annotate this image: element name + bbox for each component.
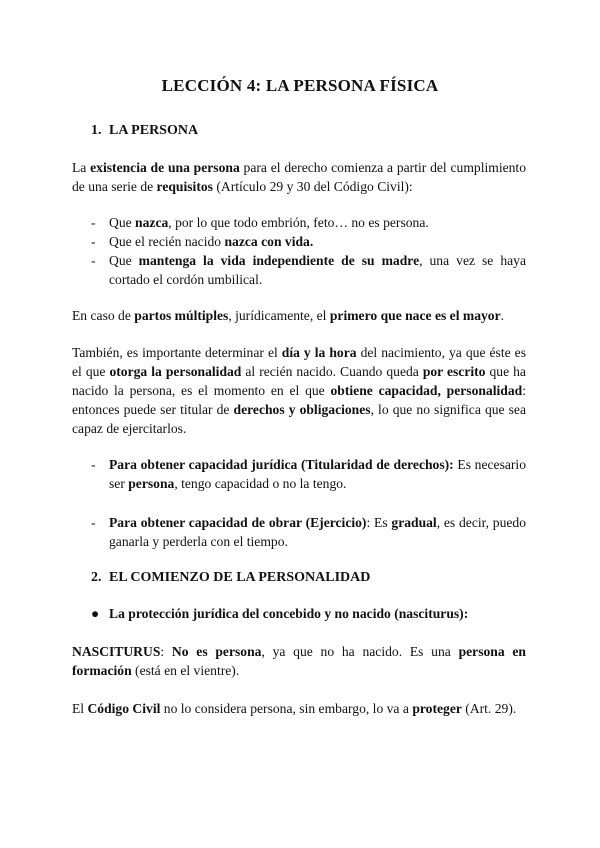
- bold-run: Código Civil: [87, 701, 161, 716]
- bold-run: persona en formación: [72, 644, 526, 678]
- dash-marker: -: [91, 457, 96, 472]
- bold-run: gradual: [391, 515, 437, 530]
- text-run: .: [500, 308, 505, 323]
- section-label: EL COMIENZO DE LA PERSONALIDAD: [109, 570, 371, 585]
- dash-marker: -: [91, 253, 96, 268]
- text-run: : entonces puede ser titular de: [72, 383, 526, 417]
- bold-run: proteger: [412, 701, 462, 716]
- bold-run: otorga la personalidad: [109, 364, 242, 379]
- text-run: Que el recién nacido: [109, 234, 225, 249]
- bold-run: partos múltiples: [134, 308, 229, 323]
- text-run: , jurídicamente, el: [228, 308, 330, 323]
- bold-run: mantenga la vida independiente de su madre: [138, 253, 420, 268]
- bold-run: Para obtener capacidad jurídica (Titularidad de derechos):: [109, 457, 454, 472]
- dash-marker: -: [91, 215, 96, 230]
- bullet-heading: [91, 604, 526, 623]
- bold-run: NASCITURUS: [72, 644, 161, 659]
- bullet-label: La protección jurídica del concebido y no nacido (nasciturus):: [109, 606, 469, 621]
- list-item: [91, 455, 526, 493]
- page-title: LECCIÓN 4: LA PERSONA FÍSICA: [161, 76, 439, 95]
- text-run: (Art. 29).: [461, 701, 517, 716]
- bold-run: No es persona: [171, 644, 262, 659]
- list-item: [91, 232, 526, 251]
- capacity-list-2: [91, 513, 526, 551]
- paragraph-multiple-births: [72, 306, 526, 325]
- section-heading-1: [91, 121, 198, 140]
- capacity-list: [91, 455, 526, 493]
- text-run: para el derecho comienza a partir del cumplimiento de una serie de: [72, 160, 526, 194]
- dash-marker: -: [91, 234, 96, 249]
- section-heading-2: [91, 568, 370, 587]
- text-run: Que: [109, 215, 136, 230]
- paragraph-nasciturus: [72, 642, 526, 680]
- bold-run: derechos y obligaciones: [233, 402, 371, 417]
- paragraph-existence: [72, 158, 526, 196]
- text-run: al recién nacido. Cuando queda: [241, 364, 423, 379]
- section-number: 1.: [91, 123, 102, 138]
- text-run: , ya que no ha nacido. Es una: [261, 644, 459, 659]
- text-run: que ha nacido la persona, es el momento en el que: [72, 364, 526, 398]
- text-run: Es necesario ser: [109, 457, 527, 491]
- list-item: [91, 251, 526, 289]
- text-run: (Artículo 29 y 30 del Código Civil):: [212, 179, 413, 194]
- paragraph-civil-code: [72, 699, 526, 718]
- bullet-marker: ●: [91, 606, 100, 621]
- bold-run: primero que nace es el mayor: [329, 308, 501, 323]
- text-run: : Es: [366, 515, 392, 530]
- text-run: , es decir, puedo ganarla y perderla con el tiempo.: [109, 515, 526, 549]
- text-run: Que: [109, 253, 139, 268]
- requirements-list: [91, 213, 526, 289]
- text-run: del nacimiento, ya que éste es el que: [72, 345, 526, 379]
- text-run: También, es importante determinar el: [72, 345, 282, 360]
- text-run: La: [72, 160, 91, 175]
- bold-run: día y la hora: [281, 345, 357, 360]
- bold-run: existencia de una persona: [90, 160, 240, 175]
- text-run: , lo que no significa que sea capaz de ejercitarlos.: [72, 402, 527, 436]
- bold-run: persona: [128, 476, 175, 491]
- list-item: [91, 213, 526, 232]
- bold-run: obtiene capacidad, personalidad: [330, 383, 523, 398]
- bold-run: nazca con vida.: [224, 234, 314, 249]
- text-run: , una vez se haya cortado el cordón umbilical.: [109, 253, 527, 287]
- text-run: (está en el vientre).: [131, 663, 240, 678]
- bold-run: Para obtener capacidad de obrar (Ejercicio): [109, 515, 367, 530]
- text-run: El: [72, 701, 88, 716]
- text-run: , tengo capacidad o no la tengo.: [174, 476, 347, 491]
- list-item: [91, 513, 526, 551]
- paragraph-day-hour: [72, 343, 526, 438]
- text-run: En caso de: [72, 308, 135, 323]
- text-run: no lo considera persona, sin embargo, lo va a: [160, 701, 413, 716]
- bold-run: por escrito: [422, 364, 486, 379]
- bold-run: requisitos: [156, 179, 213, 194]
- bold-run: nazca: [135, 215, 169, 230]
- text-run: , por lo que todo embrión, feto… no es persona.: [168, 215, 429, 230]
- text-run: :: [160, 644, 172, 659]
- section-label: LA PERSONA: [109, 123, 199, 138]
- section-number: 2.: [91, 570, 102, 585]
- dash-marker: -: [91, 515, 96, 530]
